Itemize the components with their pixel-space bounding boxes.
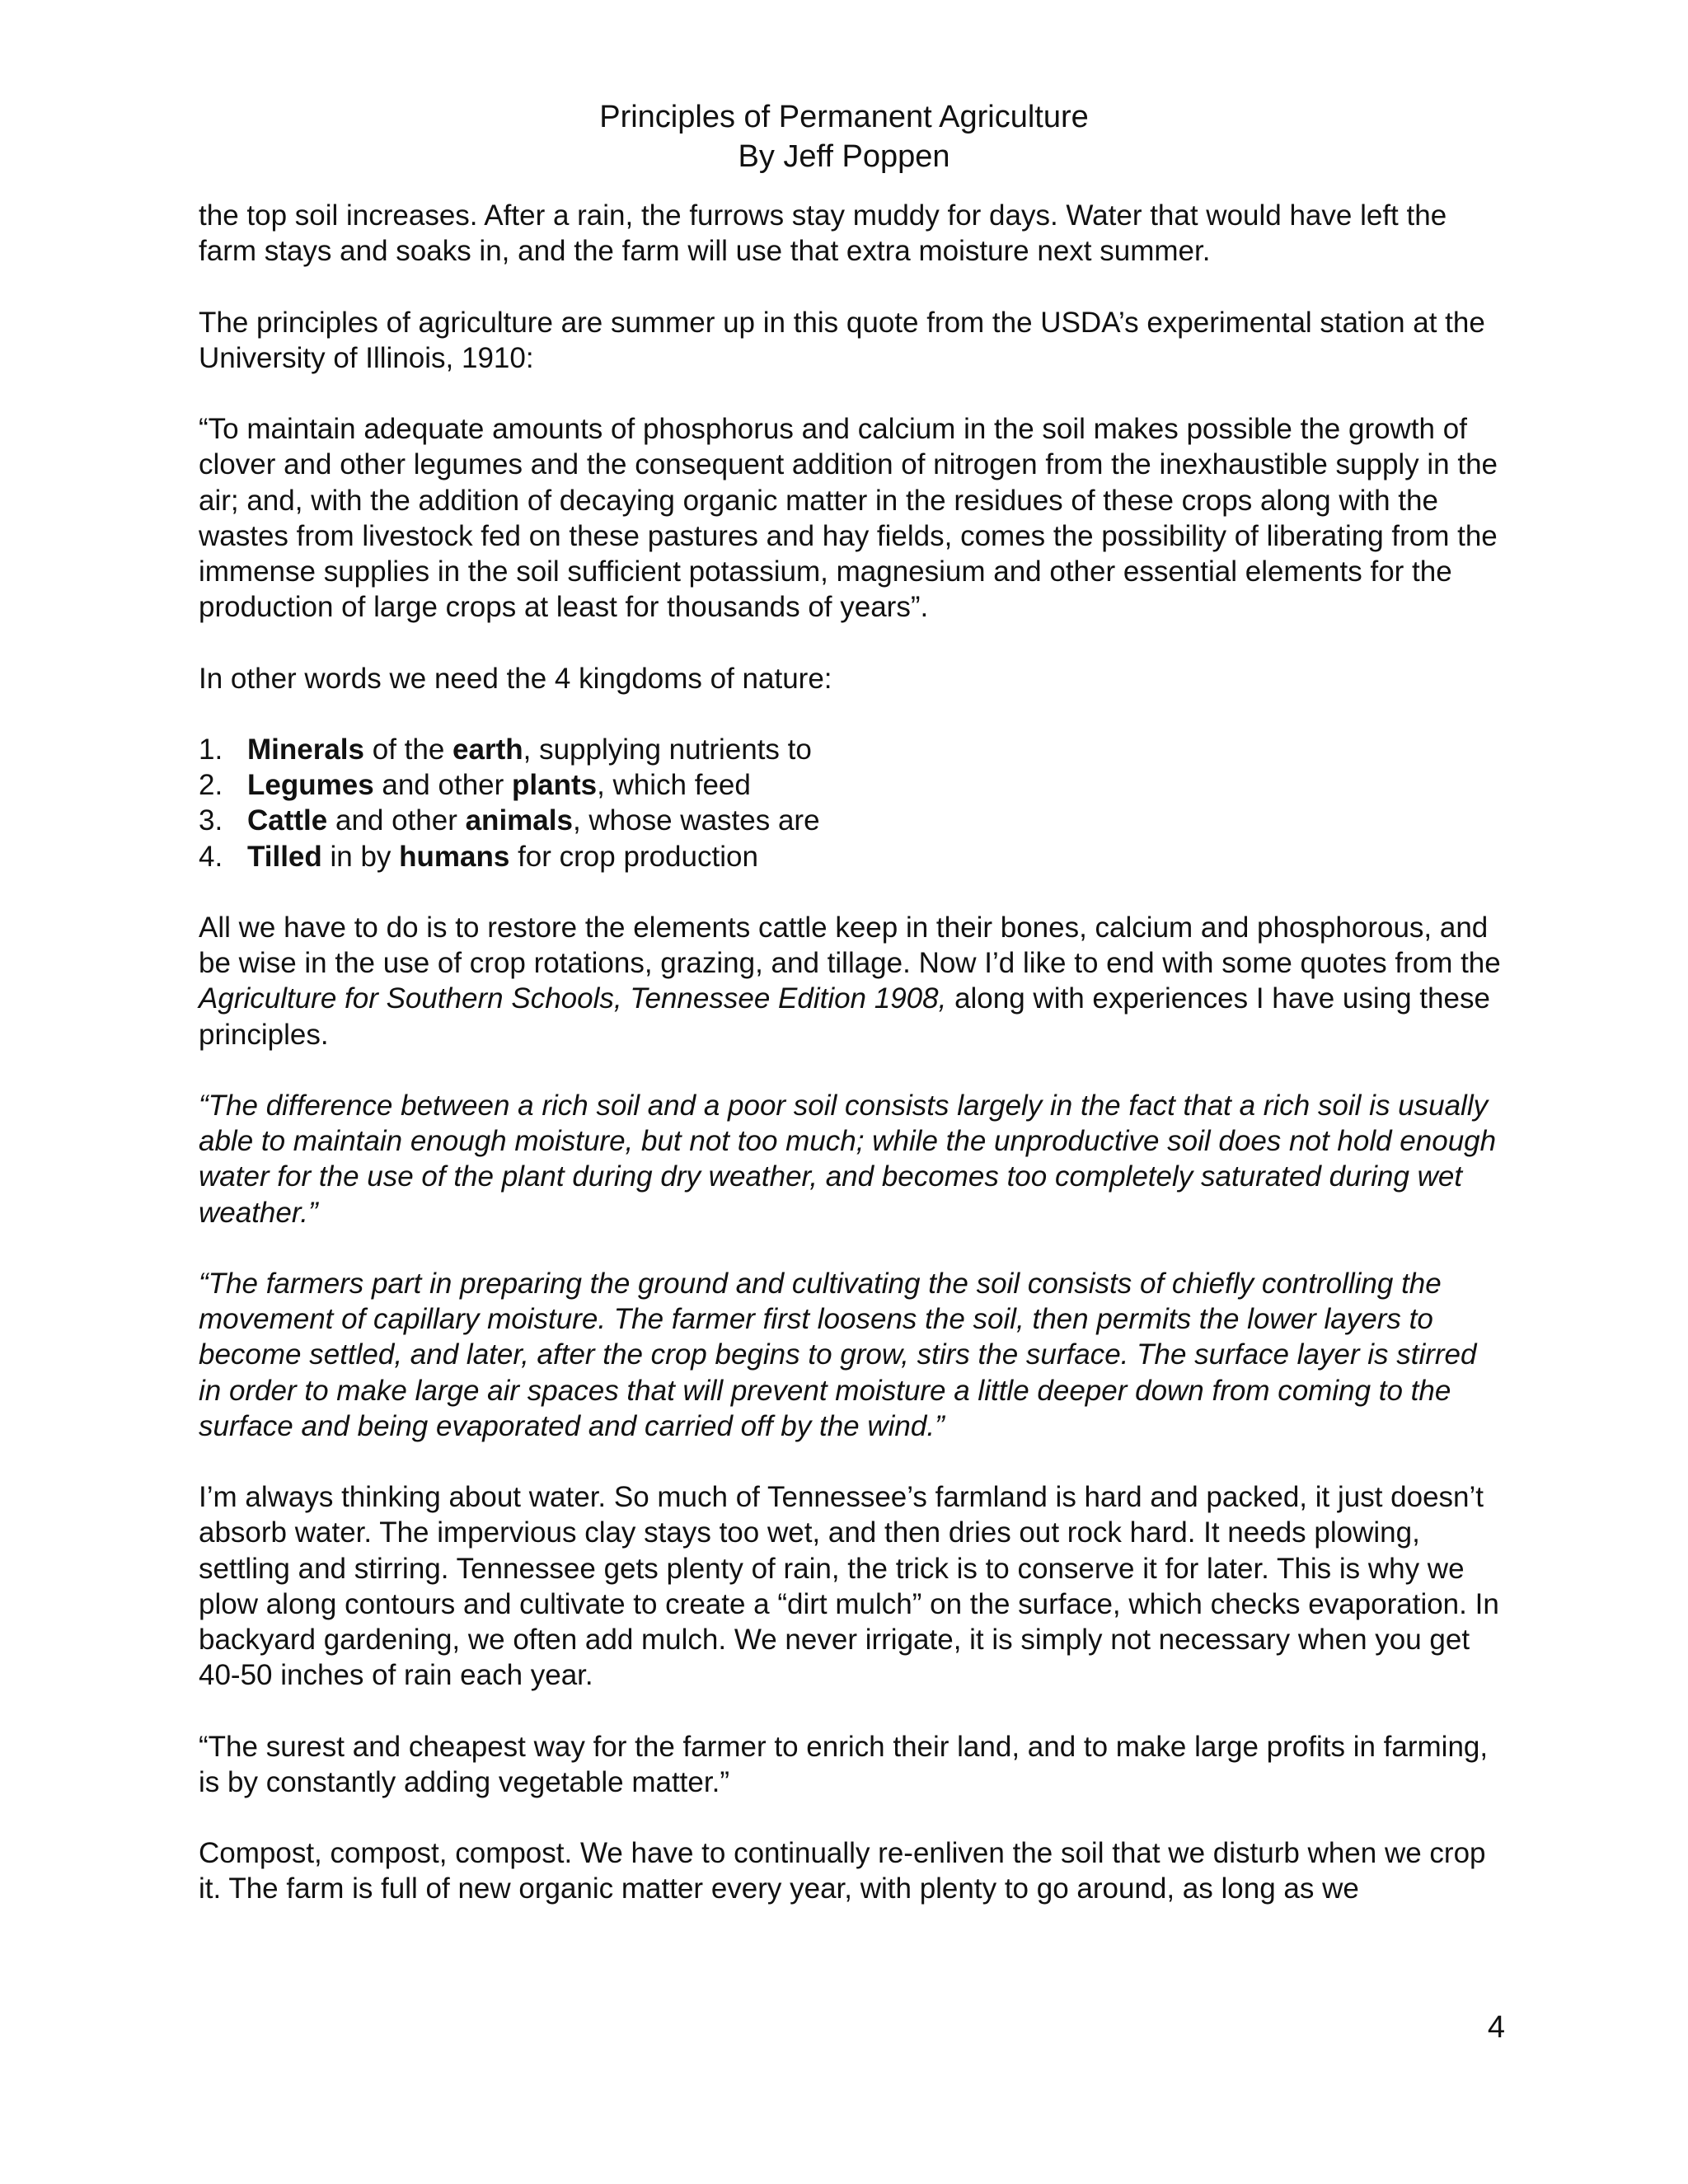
list-text: , supplying nutrients to xyxy=(523,733,812,766)
list-text: in by xyxy=(321,840,400,873)
list-text: and other xyxy=(373,769,512,802)
list-item xyxy=(199,767,1505,803)
paragraph-text: along with experiences I have using these principles. xyxy=(199,982,1490,1051)
paragraph-text: All we have to do is to restore the elements cattle keep in their bones, calcium and phosphorous, and be wise in the use of crop rotations, grazing, and tillage. Now I’d like to end with some quotes from the xyxy=(199,911,1501,980)
book-title: Agriculture for Southern Schools, Tennessee Edition 1908, xyxy=(199,982,947,1015)
list-text: for crop production xyxy=(509,840,758,873)
page-header xyxy=(0,97,1688,176)
page-number: 4 xyxy=(1487,2010,1505,2045)
list-bold-term: Cattle xyxy=(247,804,328,837)
list-bold-term: Legumes xyxy=(247,769,374,802)
list-text: , whose wastes are xyxy=(572,804,820,837)
paragraph-water: I’m always thinking about water. So much of Tennessee’s farmland is hard and packed, it just doesn’t absorb water. The impervious clay stays too wet, and then dries out rock hard. It needs plowing, settling and stirring. Tennessee gets plenty of rain, the trick is to conserve it for later. This is why we plow along contours and cultivate to create a “dirt mulch” on the surface, which checks evaporation. In backyard gardening, we often add mulch. We never irrigate, it is simply not necessary when you get 40-50 inches of rain each year. xyxy=(199,1481,1499,1692)
quote-capillary-moisture: “The farmers part in preparing the ground and cultivating the soil consists of chiefly controlling the movement of capillary moisture. The farmer first loosens the soil, then permits the lower layers to become settled, and later, after the crop begins to grow, stirs the surface. The surface layer is stirred in order to make large air spaces that will prevent moisture a little deeper down from coming to the surface and being evaporated and carried off by the wind.” xyxy=(199,1267,1477,1442)
list-bold-term: animals xyxy=(465,804,573,837)
kingdoms-list xyxy=(199,732,1505,874)
list-text: and other xyxy=(327,804,466,837)
document-title: Principles of Permanent Agriculture xyxy=(599,100,1089,134)
paragraph-compost: Compost, compost, compost. We have to continually re-enliven the soil that we disturb when we crop it. The farm is full of new organic matter every year, with plenty to go around, as long as we xyxy=(199,1837,1486,1905)
list-bold-term: earth xyxy=(452,733,523,766)
quote-rich-soil: “The difference between a rich soil and a poor soil consists largely in the fact that a rich soil is usually able to maintain enough moisture, but not too much; while the unproductive soil does not hold enough water for the use of the plant during dry weather, and becomes too completely saturated during wet weather.” xyxy=(199,1089,1497,1229)
list-text: , which feed xyxy=(597,769,751,802)
paragraph-top-soil: the top soil increases. After a rain, the furrows stay muddy for days. Water that would have left the farm stays and soaks in, and the farm will use that extra moisture next summer. xyxy=(199,199,1447,268)
list-number: 4. xyxy=(199,840,223,873)
paragraph-kingdoms-intro: In other words we need the 4 kingdoms of nature: xyxy=(199,662,832,695)
document-author: By Jeff Poppen xyxy=(738,139,950,174)
body-text xyxy=(199,198,1505,1943)
list-text: of the xyxy=(364,733,453,766)
paragraph-restore-elements xyxy=(199,910,1505,1052)
list-bold-term: plants xyxy=(512,769,598,802)
list-item xyxy=(199,839,1505,874)
paragraph-usda-intro: The principles of agriculture are summer up in this quote from the USDA’s experimental station at the University of Illinois, 1910: xyxy=(199,306,1485,374)
list-bold-term: humans xyxy=(399,840,510,873)
list-item xyxy=(199,803,1505,838)
paragraph-usda-quote: “To maintain adequate amounts of phosphorus and calcium in the soil makes possible the growth of clover and other legumes and the consequent addition of nitrogen from the inexhaustible supply in the air; and, with the addition of decaying organic matter in the residues of these crops along with the wastes from livestock fed on these pastures and hay fields, comes the possibility of liberating from the immense supplies in the soil sufficient potassium, magnesium and other essential elements for the production of large crops at least for thousands of years”. xyxy=(199,413,1498,624)
list-number: 3. xyxy=(199,804,223,837)
list-bold-term: Tilled xyxy=(247,840,322,873)
list-number: 2. xyxy=(199,769,223,802)
list-item xyxy=(199,732,1505,767)
quote-vegetable-matter: “The surest and cheapest way for the farmer to enrich their land, and to make large profits in farming, is by constantly adding vegetable matter.” xyxy=(199,1730,1489,1798)
list-bold-term: Minerals xyxy=(247,733,364,766)
list-number: 1. xyxy=(199,733,223,766)
